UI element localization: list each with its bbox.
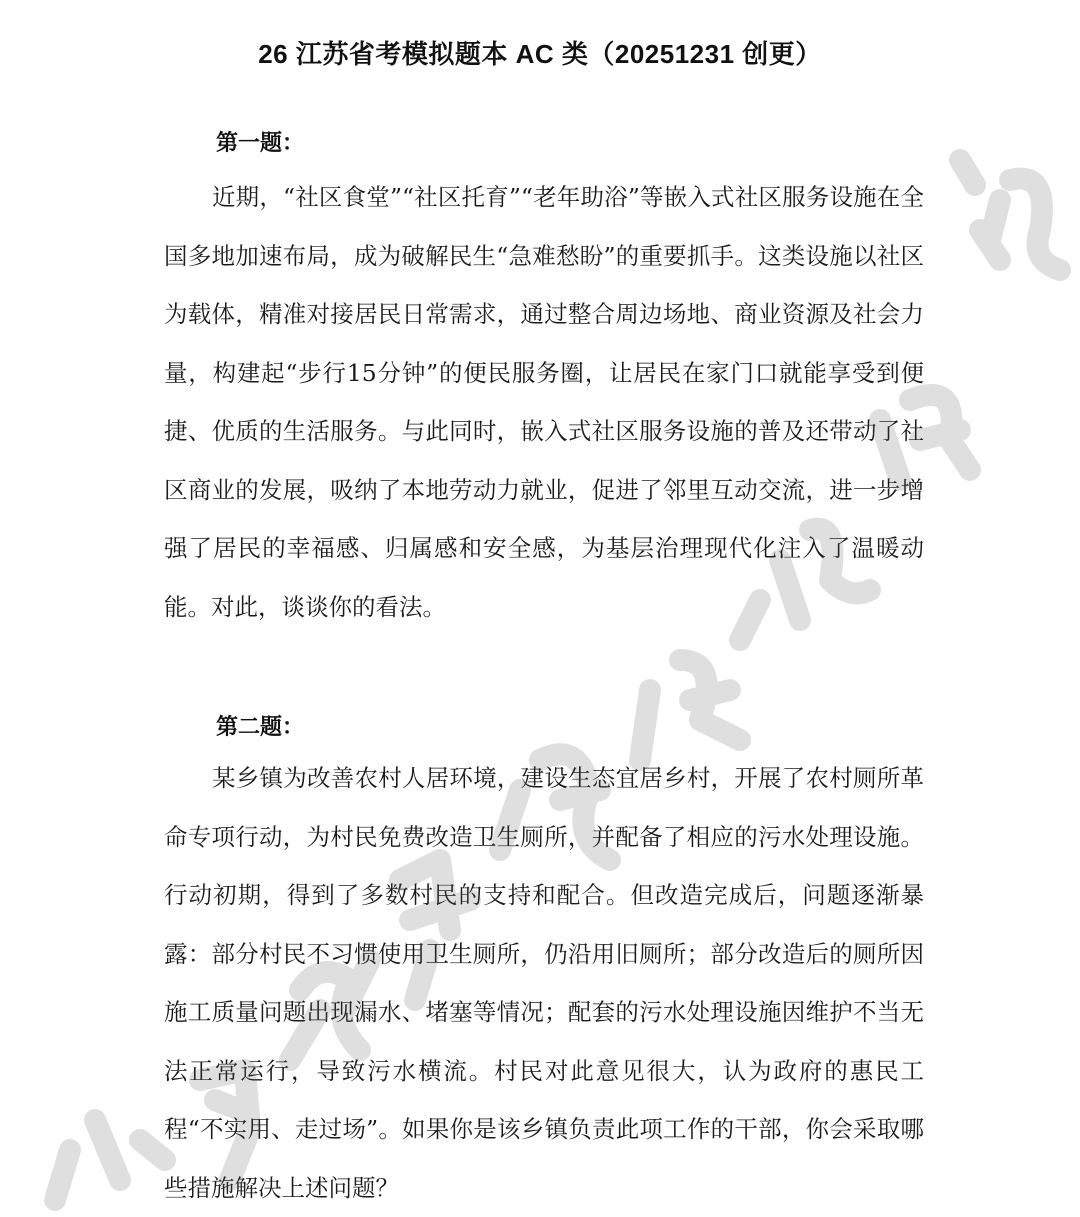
question-2-heading: 第二题： <box>216 714 305 740</box>
question-1-heading: 第一题： <box>216 130 305 156</box>
question-1-body: 近期，“社区食堂”“社区托育”“老年助浴”等嵌入式社区服务设施在全国多地加速布局，成为破解民生“急难愁盼”的重要抓手。这类设施以社区为载体，精准对接居民日常需求，通过整合周边场地、商业资源及社会力量，构建起“步行15分钟”的便民服务圈，让居民在家门口就能享受到便捷、优质的生活服务。与此同时，嵌入式社区服务设施的普及还带动了社区商业的发展，吸纳了本地劳动力就业，促进了邻里互动交流，进一步增强了居民的幸福感、归属感和安全感，为基层治理现代化注入了温暖动能。对此，谈谈你的看法。 <box>164 183 924 621</box>
question-2-body: 某乡镇为改善农村人居环境，建设生态宜居乡村，开展了农村厕所革命专项行动，为村民免费改造卫生厕所，并配备了相应的污水处理设施。行动初期，得到了多数村民的支持和配合。但改造完成后，问题逐渐暴露：部分村民不习惯使用卫生厕所，仍沿用旧厕所；部分改造后的厕所因施工质量问题出现漏水、堵塞等情况；配套的污水处理设施因维护不当无法正常运行，导致污水横流。村民对此意见很大，认为政府的惠民工程“不实用、走过场”。如果你是该乡镇负责此项工作的干部，你会采取哪些措施解决上述问题？ <box>164 764 924 1202</box>
document-title: 26 江苏省考模拟题本 AC 类（20251231 创更） <box>258 39 822 69</box>
